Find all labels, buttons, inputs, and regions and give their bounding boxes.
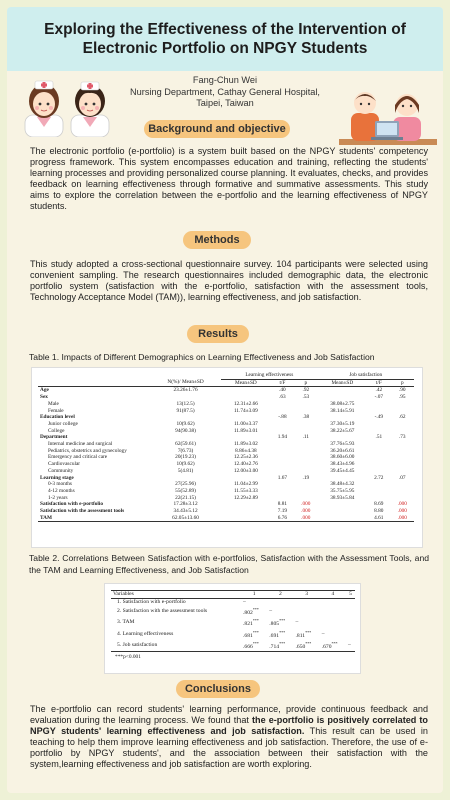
t1-cell-label: Pediatrics, obstetrics and gynecology [48,447,127,454]
t1-cell-jp: .95 [398,394,406,401]
poster-title: Exploring the Effectiveness of the Intervention of Electronic Portfolio on NPGY Students [44,21,406,57]
t1-cell-jm [318,501,368,508]
t1-cell-lp: .53 [302,394,310,401]
t1-row [38,475,414,482]
t2-cell: – [243,598,246,605]
t1-row [38,434,414,441]
t1-cell-jm [318,508,368,515]
table2 [111,590,355,652]
t1-cell-jm: 38.48±4.32 [330,481,355,488]
t2-cell: – [295,619,299,626]
t2-cell: .670*** [321,640,338,650]
t1-cell-lp [294,454,317,461]
t1-cell-jt: 8.80 [374,508,384,515]
t1-cell-jt [367,481,390,488]
t1-cell-lt [271,448,294,455]
t2-cell [346,598,355,606]
t1-cell-lt [271,421,294,428]
t1-cell-lm [221,515,271,522]
methods-heading: Methods [183,231,251,249]
t1-cell-n [150,394,221,401]
t2-cell: .666*** [243,640,259,650]
methods-text: This study adopted a cross-sectional questionnaire survey. 104 participants were selected using convenient sampling. The research questionnaires included demographic data, the electronic portfolio system (satisfaction with the e-portfolio, satisfaction with the assessment tools, Technology Acceptance Model (TAM)), learning effectiveness, and job satisfaction. [30,259,428,302]
t2-row [111,606,355,617]
significance-marker: *** [331,640,338,646]
table1 [38,372,414,522]
t1-cell-jm: 35.75±5.95 [330,487,355,494]
t1-cell-lt: .63 [279,394,286,401]
t1-cell-lp [294,441,317,448]
t1-cell-n: 62(59.61) [175,441,196,448]
t2-cell [267,598,293,606]
t2-cell: – [269,608,273,615]
nurse-right [71,82,109,137]
t1-group-learning: Learning effectiveness [221,372,317,379]
t1-cell-jp: .62 [398,414,406,421]
t1-cell-n: 94(90.38) [175,427,196,434]
t1-cell-jp [391,481,414,488]
t2-cell: – [321,630,325,637]
t1-cell-label: Department [40,434,68,441]
t1-cell-n [150,414,221,421]
t1-col-le-t: t/F [279,379,286,386]
t1-cell-jm [318,387,368,394]
t1-cell-jp: .90 [398,387,406,394]
conclusion-part1: The e-portfolio can record students' learning performance, provide continuous feedback and evaluation during the learning process. We found that [30,704,428,725]
t1-cell-n: 10(9.62) [176,420,195,427]
t1-cell-jt [367,428,390,435]
t1-cell-lt [271,454,294,461]
significance-marker: *** [252,640,259,646]
t1-row [38,501,414,508]
t2-cell [346,606,355,617]
t1-cell-lm [221,414,271,421]
conclusions-heading: Conclusions [176,680,260,698]
t2-footnote: ***p<0.001 [115,654,141,661]
nurses-illustration [21,71,113,137]
t1-cell-lm [221,508,271,515]
t1-cell-lm: 12.29±2.89 [233,494,258,501]
t2-cell: .714*** [269,640,286,650]
t1-cell-lt [271,441,294,448]
t1-cell-label: Emergency and critical care [48,454,108,461]
t1-cell-lt: 6.76 [277,514,288,521]
t1-cell-label: Junior college [48,420,78,427]
background-heading: Background and objective [144,120,290,138]
t2-cell [320,606,346,617]
t1-cell-jp: .000 [397,501,407,508]
t2-cell: .802*** [243,607,259,616]
t1-cell-lp [294,468,317,475]
t1-cell-label: Cardiovascular [48,461,81,468]
t1-cell-lp: .000 [301,508,311,515]
t1-cell-jt: 4.61 [374,514,384,521]
t1-cell-jp [391,488,414,495]
t1-cell-lt [271,461,294,468]
t1-cell-jt [367,448,390,455]
t1-cell-label: Age [40,387,49,394]
t1-cell-jm [318,414,368,421]
t1-cell-lt [271,428,294,435]
t1-cell-jm [318,394,368,401]
table2-caption: Table 2. Correlations Between Satisfaction with e-portfolios, Satisfaction with the Assessment Tools, and the TAM and Learning Effectiveness, and Job Satisfaction [29,553,429,575]
t1-cell-n: 62.05±13.60 [172,514,199,521]
t1-cell-lp [294,461,317,468]
t1-cell-lt [271,495,294,502]
t1-cell-label: 0-3 months [48,481,72,488]
t1-cell-n: 34.43±5.12 [173,508,198,515]
t1-cell-jp [391,421,414,428]
t1-row [38,441,414,448]
t1-cell-lp [294,401,317,408]
t1-group-job: Job satisfaction [318,372,414,379]
t1-col-js-t: t/F [375,379,382,386]
t1-cell-jt: -.49 [374,414,384,421]
t1-row [38,421,414,428]
t1-cell-lm [221,475,271,482]
t1-cell-lt [271,401,294,408]
t1-row [38,408,414,415]
t1-cell-jm [318,475,368,482]
t1-row [38,461,414,468]
t2-row [111,640,355,652]
t1-cell-lm: 11.89±3.01 [233,427,258,434]
t1-row [38,414,414,421]
t1-cell-lm: 12.31±2.66 [233,400,258,407]
t2-cell [320,598,346,606]
t1-cell-lm: 12.40±2.76 [233,461,258,468]
t1-cell-lp: .11 [302,434,310,441]
t1-cell-lm: 12.25±2.36 [233,454,258,461]
t1-cell-lp: .38 [302,414,310,421]
author-affiliation: Nursing Department, Cathay General Hospital, [130,86,320,97]
t1-cell-jt [367,488,390,495]
t1-cell-lm: 12.00±3.00 [233,467,258,474]
t1-cell-lp [294,448,317,455]
t2-cell [294,606,320,617]
author-block [117,75,333,110]
t1-cell-jp: .000 [397,508,407,515]
t1-row [38,428,414,435]
t1-cell-lt: 1.94 [277,434,288,441]
t1-cell-lm [221,434,271,441]
t1-cell-label: Sex [40,394,48,401]
t1-cell-lp [294,421,317,428]
t2-cell-label: 3. TAM [117,619,135,626]
t2-cell [346,617,355,628]
t1-cell-label: Satisfaction with e-portfolio [40,501,103,508]
t1-cell-jm: 38.22±5.67 [330,427,355,434]
t1-cell-jp [391,408,414,415]
t2-col-4: 4 [331,591,335,597]
t2-cell: .805*** [269,618,286,628]
t1-cell-jt [367,441,390,448]
t1-row [38,468,414,475]
t2-cell: .691*** [269,629,286,639]
table2-card [104,583,361,674]
t2-cell: – [347,641,351,648]
t1-cell-lp: .000 [301,514,311,521]
t1-cell-label: Female [48,407,64,414]
t2-cell-label: 1. Satisfaction with e-portfolio [117,598,186,605]
t1-cell-jm: 38.60±6.00 [330,454,355,461]
t1-cell-jm: 38.93±5.84 [330,494,355,501]
t1-cell-jt [367,401,390,408]
t2-cell [320,617,346,628]
t2-cell: .681*** [243,629,259,639]
t1-cell-jm: 37.76±5.93 [330,441,355,448]
t1-cell-n: 22(21.15) [175,494,196,501]
t1-cell-jt: 8.69 [374,501,384,508]
t1-cell-lm: 11.00±3.37 [233,420,258,427]
t1-cell-n: 20(19.23) [175,454,196,461]
author-location: Taipei, Taiwan [196,98,254,108]
t1-row [38,515,414,522]
t1-cell-jt [367,495,390,502]
t1-cell-lt [271,468,294,475]
t1-cell-jt [367,454,390,461]
t1-cell-lt [271,408,294,415]
t1-col-le-p: p [304,379,308,386]
t1-cell-jt: 2.72 [374,474,384,481]
t1-cell-jp: .000 [397,514,407,521]
t1-cell-n: 5(4.81) [177,467,194,474]
t1-cell-jp [391,401,414,408]
significance-marker: *** [279,618,286,624]
t1-cell-label: Community [48,467,74,474]
t1-cell-lt: -.88 [278,414,287,421]
t1-cell-label: College [48,427,65,434]
t1-cell-label: Internal medicine and surgical [48,441,113,448]
nurse-left [25,81,63,137]
t1-cell-jm: 36.20±6.61 [330,447,355,454]
t1-cell-jp: .07 [398,474,406,481]
t2-col-5: 5 [349,591,352,597]
t1-cell-jm [318,434,368,441]
t1-cell-jt [367,468,390,475]
t2-col-1: 1 [252,591,256,597]
significance-marker: *** [252,629,259,635]
t1-cell-jt [367,408,390,415]
t1-cell-lt [271,488,294,495]
significance-marker: *** [279,640,286,646]
author-name: Fang-Chun Wei [192,75,258,85]
significance-marker: *** [305,640,312,646]
t2-cell: .650*** [295,640,312,650]
poster [7,7,443,793]
background-text: The electronic portfolio (e-portfolio) is a system built based on the NPGY students' competency progress framework. This system encompasses education and training, reflecting the students' learning processes and providing personalized course planning. It evaluates, checks, and provides feedback on learning effectiveness through formative and summative assessments. This study aims to explore the correlation between the e-portfolio and the learning effectiveness of NPGY students. [30,146,428,211]
t1-cell-jt: .51 [375,434,383,441]
t1-cell-jp [391,448,414,455]
t1-cell-label: Education level [40,414,75,421]
t2-col-variables: Variables [113,591,134,597]
t2-cell-label: 4. Learning effectiveness [117,630,174,637]
t1-cell-lm: 8.86±4.38 [235,447,257,454]
t1-cell-label: Male [48,400,59,407]
t1-cell-label: 1-2 years [48,494,68,501]
t1-cell-lp: .19 [302,474,310,481]
t1-cell-n: 91(87.5) [176,407,195,414]
t1-col-le-mean: Mean±SD [235,379,257,386]
t1-cell-jm: 38.14±5.91 [330,407,355,414]
significance-marker: *** [279,629,286,635]
t1-cell-lp [294,495,317,502]
t1-cell-jm: 37.30±5.19 [330,420,355,427]
t1-cell-lt: 7.19 [277,508,288,515]
t1-cell-lm: 11.74±3.09 [233,407,258,414]
t1-cell-jp [391,468,414,475]
t1-cell-n: 23.26±1.76 [173,387,198,394]
t1-cell-lt: 1.67 [277,474,288,481]
table1-caption: Table 1. Impacts of Different Demographics on Learning Effectiveness and Job Satisfaction [29,352,375,362]
results-heading: Results [187,325,249,343]
t1-cell-lp: .000 [301,501,311,508]
t1-cell-n: 55(52.89) [175,487,196,494]
t1-row [38,454,414,461]
t1-cell-lp: .92 [302,387,310,394]
t1-cell-jm: 38.43±4.96 [330,461,355,468]
t1-col-js-p: p [400,379,404,386]
t2-cell [346,629,355,640]
title-banner [7,7,443,71]
students-laptop-illustration [339,83,437,149]
t1-cell-n: 10(9.62) [176,461,195,468]
t2-row [111,598,355,606]
t1-row [38,448,414,455]
t1-cell-jp [391,495,414,502]
t1-row [38,508,414,515]
t1-cell-lt: 8.81 [277,501,288,508]
t1-cell-label: 4-12 months [48,487,75,494]
t1-cell-jm [318,515,368,522]
t1-cell-lt [271,481,294,488]
significance-marker: *** [305,629,312,635]
t1-cell-jp [391,454,414,461]
t1-row [38,495,414,502]
t1-cell-jt: .42 [375,387,383,394]
t1-cell-label: Learning stage [40,474,74,481]
t1-cell-jt: -.07 [374,394,384,401]
conclusion-part2: This result can be used in teaching to help them improve learning effectiveness and job satisfaction. Therefore, the use of e-portfolio by NPGY students', and the association between their satisfaction with the system,learning effectiveness and job satisfaction are worth exploring. [30,725,428,769]
t2-cell-label: 2. Satisfaction with the assessment tools [117,608,208,615]
t1-row [38,401,414,408]
t1-cell-lt: .40 [279,387,286,394]
t2-col-3: 3 [305,591,309,597]
t1-cell-lm [221,394,271,401]
t2-cell: .811*** [295,629,312,639]
t2-row [111,617,355,628]
t1-cell-lp [294,408,317,415]
t1-cell-jm: 39.45±4.45 [330,467,355,474]
t1-col-n: N(%)/ Mean±SD [167,379,204,386]
t1-cell-lm: 11.89±3.02 [233,441,258,448]
t1-cell-jt [367,461,390,468]
t1-row [38,387,414,394]
t1-cell-lm [221,501,271,508]
t2-col-2: 2 [278,591,282,597]
t1-row [38,488,414,495]
t1-col-js-mean: Mean±SD [331,379,354,386]
t1-cell-jt [367,421,390,428]
t1-cell-jp: .73 [398,434,406,441]
t1-cell-lp [294,488,317,495]
significance-marker: *** [252,618,259,624]
t1-cell-label: Satisfaction with the assessment tools [40,508,125,515]
t2-row [111,629,355,640]
t1-cell-jm: 38.08±2.75 [330,400,355,407]
t1-cell-n: 13(12.5) [176,400,195,407]
t1-cell-lm: 11.55±3.33 [233,487,258,494]
t1-cell-jp [391,461,414,468]
t2-cell-label: 5. Job satisfaction [117,641,158,648]
t1-cell-lm: 11.04±2.99 [233,481,258,488]
t1-cell-n: 7(6.73) [177,447,194,454]
t1-cell-n: 17.28±3.12 [173,501,198,508]
significance-marker: *** [252,607,259,613]
conclusion-bold: the e-portfolio is positively correlated to NPGY students' learning effectiveness and job satisfaction. [30,714,428,736]
t1-cell-jp [391,441,414,448]
t1-row [38,394,414,401]
t1-cell-label: TAM [40,514,52,521]
t1-cell-lp [294,428,317,435]
t2-cell [294,598,320,606]
t1-cell-lm [221,387,271,394]
conclusion-text [30,704,428,769]
t1-cell-lp [294,481,317,488]
t1-cell-jp [391,428,414,435]
t2-cell: .821*** [243,618,259,628]
t1-row [38,481,414,488]
t1-cell-n: 27(25.96) [175,481,196,488]
table1-card [31,367,423,548]
